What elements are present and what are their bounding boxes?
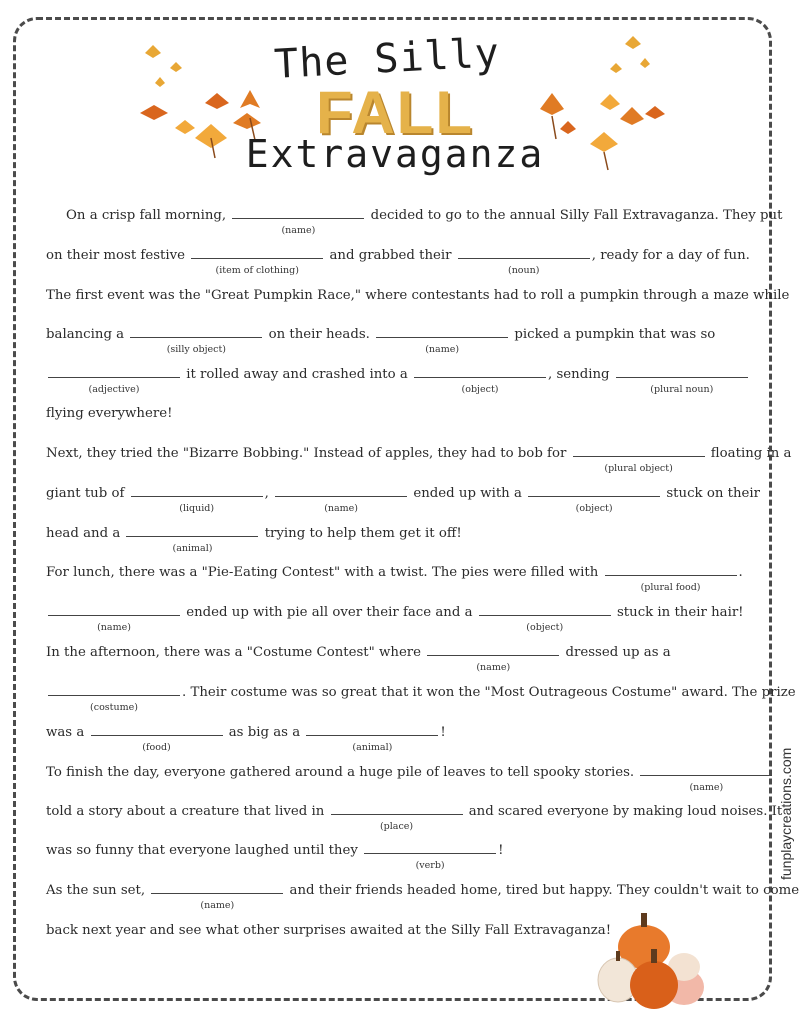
story-line [46, 405, 746, 423]
story-text-segment: stuck in their hair! [612, 605, 744, 620]
story-text-segment: was so funny that everyone laughed until they [46, 843, 363, 858]
blank-hint-label: (name) [425, 344, 460, 355]
story-line [46, 644, 746, 673]
story-text-segment: ! [498, 843, 504, 858]
story-line [46, 684, 796, 713]
story-text-segment: In the afternoon, there was a "Costume Contest" where [46, 645, 426, 660]
blank-hint-label: (noun) [507, 265, 540, 276]
blank-hint-label: (adjective) [88, 384, 140, 395]
fill-in-blank[interactable] [364, 842, 496, 871]
story-text-segment: . Their costume was so great that it won the "Most Outrageous Costume" award. The prize [182, 685, 796, 700]
blank-hint-label: (plural noun) [650, 384, 714, 395]
blank-hint-label: (item of clothing) [215, 265, 299, 276]
blank-hint-label: (animal) [172, 543, 213, 554]
story-text-segment: and scared everyone by making loud noises. It [464, 804, 783, 819]
story-text-segment: picked a pumpkin that was so [510, 327, 716, 342]
story-line [46, 803, 783, 832]
fill-in-blank[interactable] [306, 724, 438, 753]
blank-hint-label: (name) [324, 503, 359, 514]
story-line [46, 366, 746, 395]
story-text-segment: on their heads. [264, 327, 375, 342]
blank-hint-label: (name) [689, 782, 724, 793]
story-text-segment: it rolled away and crashed into a [182, 367, 413, 382]
blank-hint-label: (verb) [415, 860, 445, 871]
title-line-1: The Silly [273, 30, 501, 88]
story-text-segment: and their friends headed home, tired but happy. They couldn't wait to come [285, 883, 799, 898]
story-text-segment: decided to go to the annual Silly Fall Extravaganza. They put [366, 208, 783, 223]
story-line [46, 564, 746, 593]
story-text-segment: head and a [46, 526, 125, 541]
story-text-segment: and grabbed their [325, 248, 456, 263]
blank-hint-label: (object) [526, 622, 564, 633]
blank-hint-label: (object) [461, 384, 499, 395]
fill-in-blank[interactable] [91, 724, 223, 753]
story-line [46, 287, 790, 305]
blank-hint-label: (name) [281, 225, 316, 236]
fill-in-blank[interactable] [126, 525, 258, 554]
story-text-segment: As the sun set, [46, 883, 150, 898]
site-credit: funplaycreations.com [778, 747, 794, 880]
fill-in-blank[interactable] [479, 604, 611, 633]
blank-hint-label: (object) [575, 503, 613, 514]
blank-hint-label: (liquid) [179, 503, 215, 514]
blank-hint-label: (plural object) [604, 463, 673, 474]
fill-in-blank[interactable] [130, 326, 262, 355]
story-line [46, 445, 792, 474]
fill-in-blank[interactable] [131, 485, 263, 514]
fill-in-blank[interactable] [573, 445, 705, 474]
fill-in-blank[interactable] [191, 247, 323, 276]
story-text-segment: , [264, 486, 274, 501]
fill-in-blank[interactable] [414, 366, 546, 395]
fill-in-blank[interactable] [458, 247, 590, 276]
fill-in-blank[interactable] [528, 485, 660, 514]
story-line [46, 604, 746, 633]
story-line [46, 485, 760, 514]
story-text-segment: giant tub of [46, 486, 129, 501]
story-text-segment: Next, they tried the "Bizarre Bobbing." Instead of apples, they had to bob for [46, 446, 571, 461]
fill-in-blank[interactable] [331, 803, 463, 832]
blank-hint-label: (silly object) [166, 344, 226, 355]
story-text-segment: . [738, 565, 743, 580]
story-text-segment: told a story about a creature that lived in [46, 804, 329, 819]
fill-in-blank[interactable] [48, 366, 180, 395]
story-text-segment: back next year and see what other surprises awaited at the Silly Fall Extravaganza! [46, 923, 612, 938]
blank-hint-label: (name) [200, 900, 235, 911]
blank-hint-label: (food) [142, 742, 171, 753]
story-text-segment: ! [440, 725, 446, 740]
story-line [46, 882, 799, 911]
fill-in-blank[interactable] [616, 366, 748, 395]
story-text-segment: balancing a [46, 327, 129, 342]
blank-hint-label: (costume) [90, 702, 138, 713]
pumpkins-icon [596, 905, 716, 1015]
story-text-segment: stuck on their [662, 486, 760, 501]
fill-in-blank[interactable] [48, 684, 180, 713]
blank-hint-label: (plural food) [640, 582, 701, 593]
story-line [46, 724, 746, 753]
fill-in-blank[interactable] [232, 207, 364, 236]
fill-in-blank[interactable] [376, 326, 508, 355]
story-line [46, 842, 746, 871]
story-line [46, 247, 750, 276]
story-line [46, 764, 746, 793]
story-text-segment: ended up with pie all over their face and a [182, 605, 477, 620]
fill-in-blank[interactable] [640, 764, 772, 793]
fill-in-blank[interactable] [151, 882, 283, 911]
story-text-segment: The first event was the "Great Pumpkin Race," where contestants had to roll a pumpkin through a maze while [46, 288, 790, 303]
blank-hint-label: (name) [476, 662, 511, 673]
story-line [46, 525, 746, 554]
story-text-segment: dressed up as a [561, 645, 671, 660]
story-line [46, 207, 783, 236]
title-line-3: Extravaganza [245, 132, 545, 176]
fill-in-blank[interactable] [48, 604, 180, 633]
story-text-segment: on their most festive [46, 248, 190, 263]
story-text-segment: On a crisp fall morning, [66, 208, 231, 223]
blank-hint-label: (place) [379, 821, 414, 832]
fill-in-blank[interactable] [605, 564, 737, 593]
fill-in-blank[interactable] [275, 485, 407, 514]
blank-hint-label: (name) [97, 622, 131, 633]
blank-hint-label: (animal) [352, 742, 393, 753]
story-text-segment: , ready for a day of fun. [591, 248, 750, 263]
story-text-segment: , sending [548, 367, 614, 382]
story-text-segment: For lunch, there was a "Pie-Eating Contest" with a twist. The pies were filled with [46, 565, 603, 580]
title-line-2: FALL [316, 79, 474, 146]
story-text-segment: as big as a [224, 725, 305, 740]
story-line [46, 326, 746, 355]
story-text-segment: was a [46, 725, 89, 740]
story-text-segment: To finish the day, everyone gathered around a huge pile of leaves to tell spooky stories. [46, 765, 639, 780]
story-text-segment: trying to help them get it off! [260, 526, 462, 541]
story-text-segment: ended up with a [409, 486, 527, 501]
story-text-segment: floating in a [706, 446, 792, 461]
story-text-segment: flying everywhere! [46, 406, 173, 421]
fill-in-blank[interactable] [427, 644, 559, 673]
